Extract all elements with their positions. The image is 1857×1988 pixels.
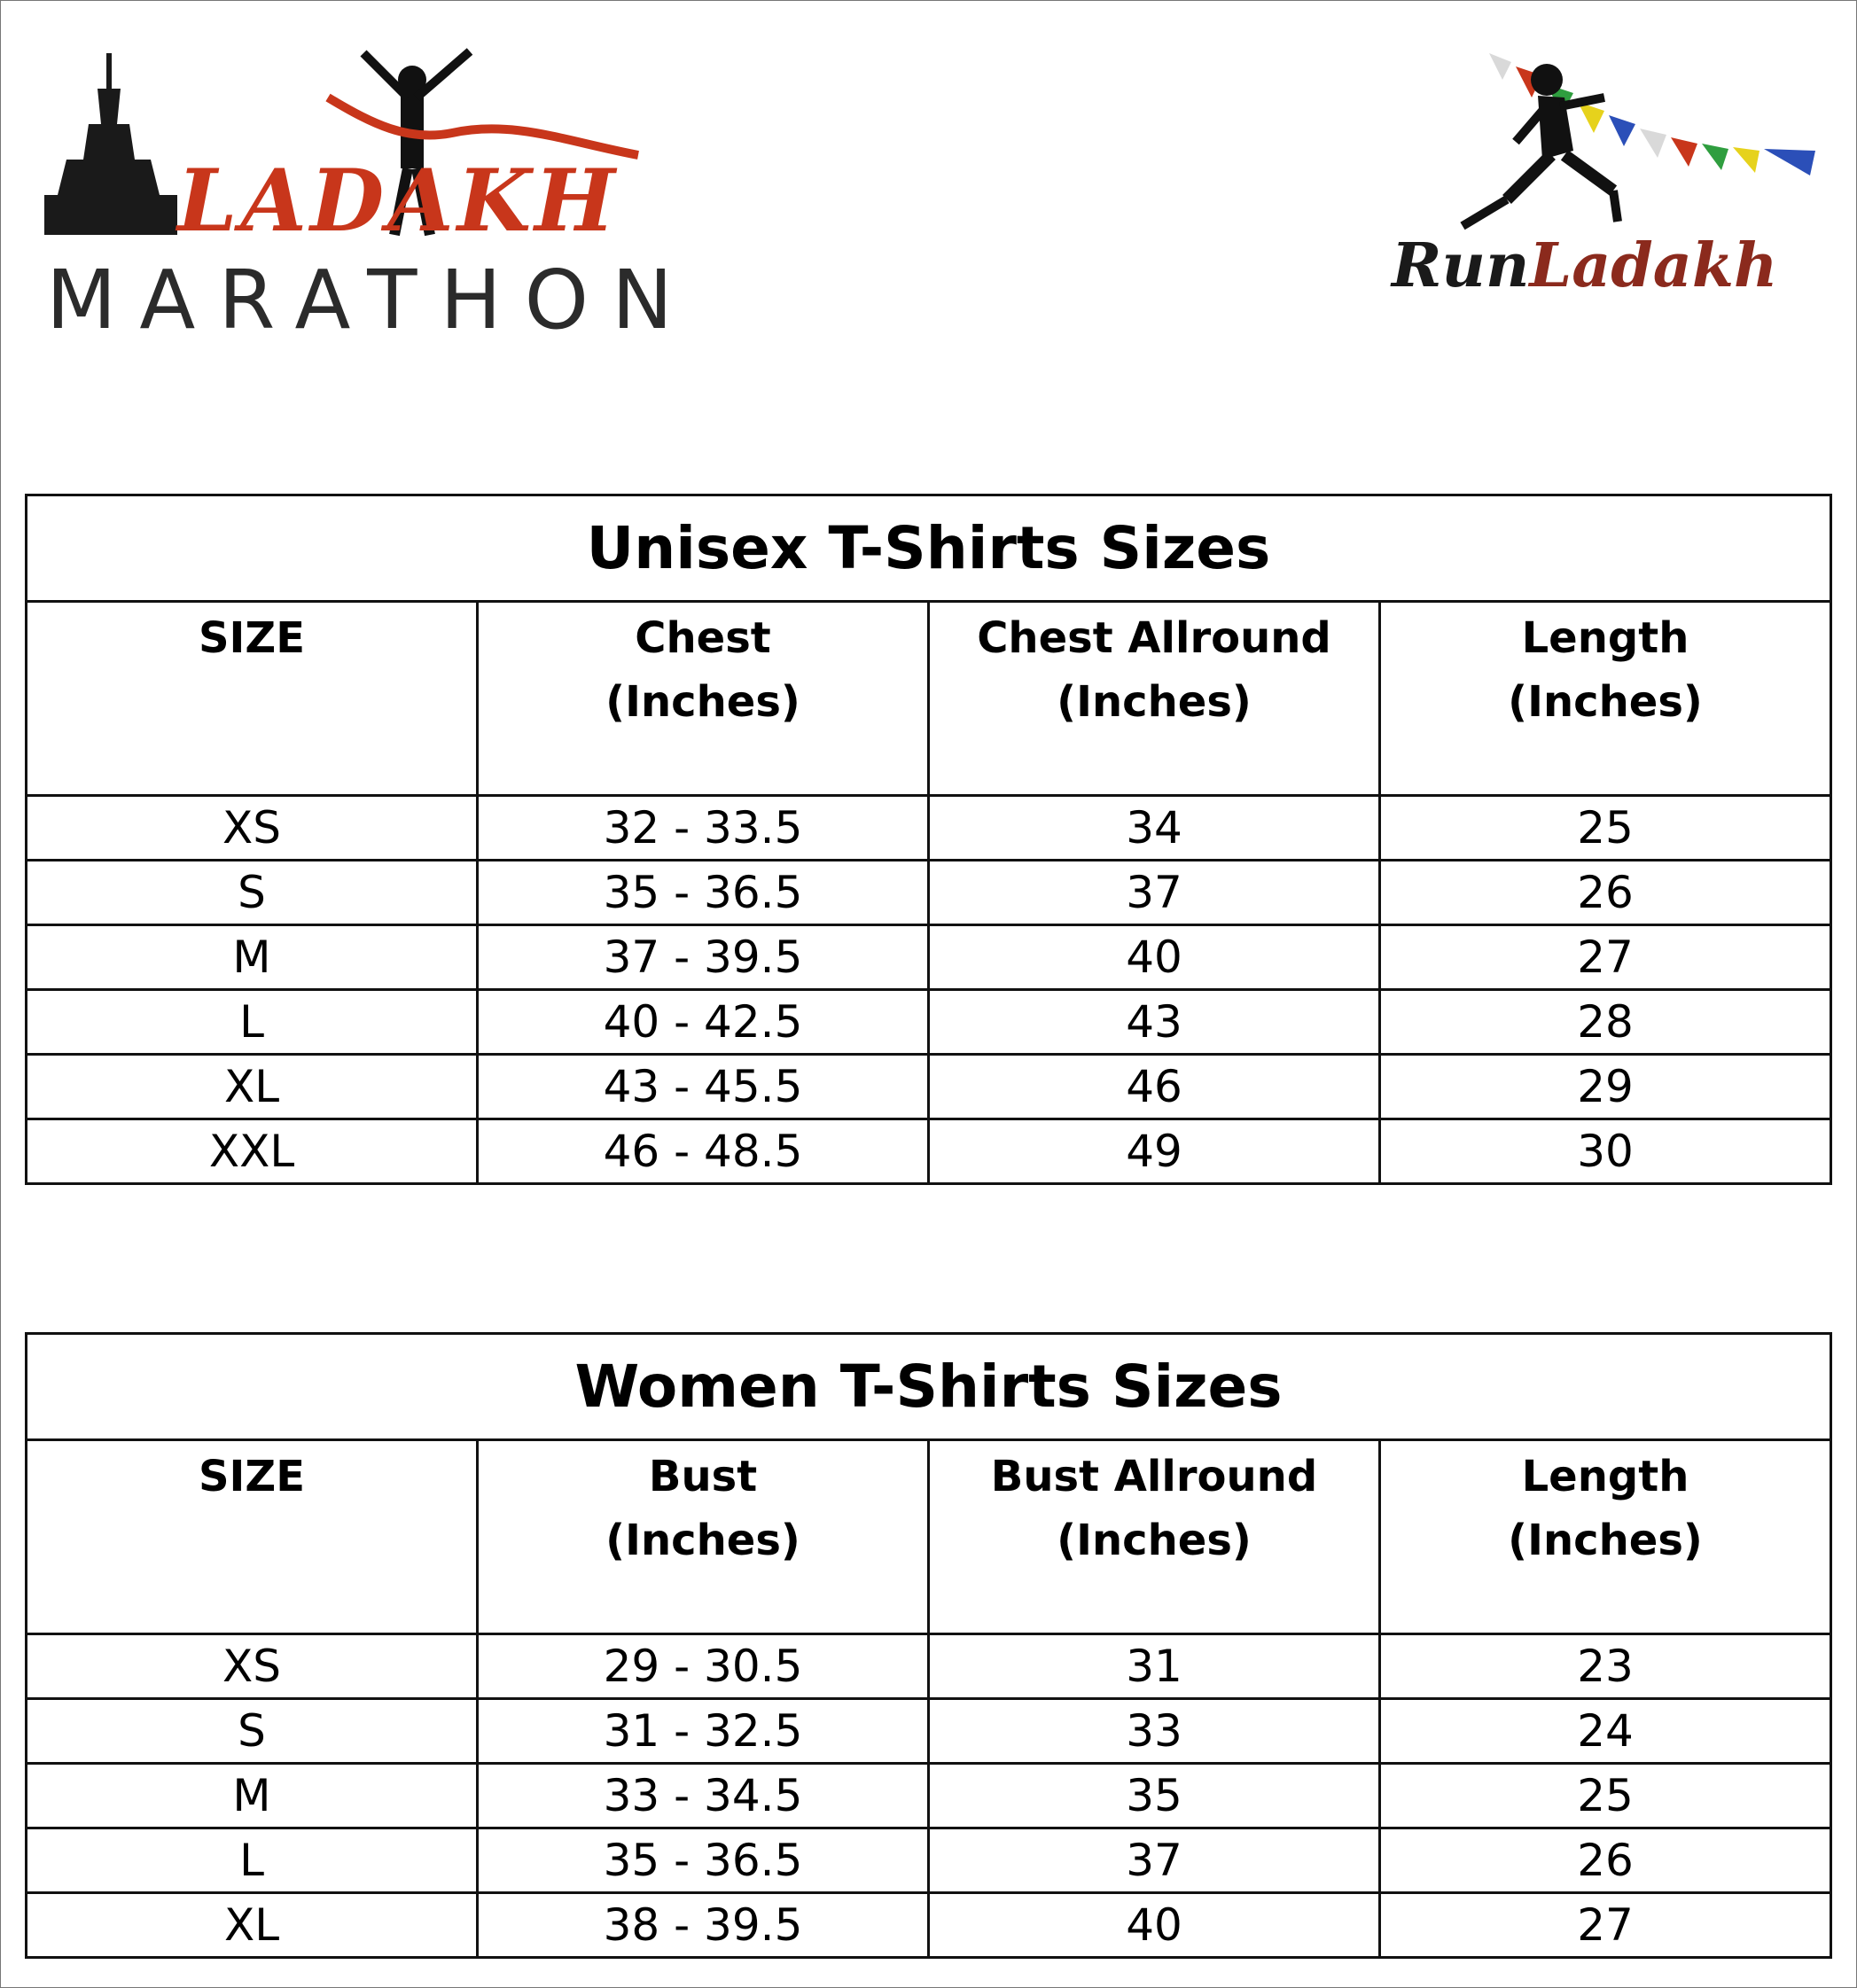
column-header-label: Chest Allround xyxy=(977,613,1331,663)
length-cell: 23 xyxy=(1380,1634,1831,1699)
chest-cell: 46 - 48.5 xyxy=(478,1119,929,1184)
size-cell: XXL xyxy=(27,1119,478,1184)
length-cell: 25 xyxy=(1380,796,1831,861)
length-cell: 26 xyxy=(1380,1828,1831,1893)
column-header-unit: (Inches) xyxy=(605,1516,800,1565)
chest-allround-cell: 37 xyxy=(929,861,1380,925)
bust-cell: 29 - 30.5 xyxy=(478,1634,929,1699)
table-row xyxy=(27,990,1831,1055)
column-header-label: SIZE xyxy=(198,613,306,663)
column-header-label: Length xyxy=(1521,1452,1689,1501)
size-cell: XL xyxy=(27,1055,478,1119)
ladakh-marathon-logo xyxy=(35,44,696,347)
size-cell: M xyxy=(27,1764,478,1828)
length-cell: 28 xyxy=(1380,990,1831,1055)
table-title-row xyxy=(27,495,1831,602)
size-cell: XL xyxy=(27,1893,478,1958)
bust-allround-cell: 33 xyxy=(929,1699,1380,1764)
column-header-length xyxy=(1380,1440,1831,1634)
chest-cell: 37 - 39.5 xyxy=(478,925,929,990)
chest-cell: 40 - 42.5 xyxy=(478,990,929,1055)
chest-cell: 43 - 45.5 xyxy=(478,1055,929,1119)
column-header-bust xyxy=(478,1440,929,1634)
ladakh-logo-word: LADAKH xyxy=(177,151,619,251)
column-header-size xyxy=(27,602,478,796)
size-cell: XS xyxy=(27,1634,478,1699)
chest-allround-cell: 43 xyxy=(929,990,1380,1055)
bust-allround-cell: 37 xyxy=(929,1828,1380,1893)
column-header-unit: (Inches) xyxy=(1508,677,1703,727)
length-cell: 30 xyxy=(1380,1119,1831,1184)
bust-allround-cell: 31 xyxy=(929,1634,1380,1699)
column-header-unit: (Inches) xyxy=(1508,1516,1703,1565)
length-cell: 26 xyxy=(1380,861,1831,925)
chest-cell: 32 - 33.5 xyxy=(478,796,929,861)
marathon-logo-subtitle: MARATHON xyxy=(46,253,696,347)
women-table-title: Women T-Shirts Sizes xyxy=(27,1334,1831,1440)
column-header-size xyxy=(27,1440,478,1634)
column-header-unit: (Inches) xyxy=(1057,1516,1252,1565)
table-row xyxy=(27,1634,1831,1699)
column-header-chest xyxy=(478,602,929,796)
length-cell: 24 xyxy=(1380,1699,1831,1764)
table-header-row xyxy=(27,602,1831,796)
bust-cell: 35 - 36.5 xyxy=(478,1828,929,1893)
size-cell: S xyxy=(27,861,478,925)
bust-allround-cell: 40 xyxy=(929,1893,1380,1958)
table-header-row xyxy=(27,1440,1831,1634)
chest-allround-cell: 46 xyxy=(929,1055,1380,1119)
column-header-label: SIZE xyxy=(198,1452,306,1501)
column-header-label: Chest xyxy=(635,613,771,663)
column-header-unit: (Inches) xyxy=(1057,677,1252,727)
chest-allround-cell: 40 xyxy=(929,925,1380,990)
column-header-label: Length xyxy=(1521,613,1689,663)
table-row xyxy=(27,1699,1831,1764)
run-ladakh-logo-word xyxy=(1392,230,1777,301)
size-cell: M xyxy=(27,925,478,990)
column-header-label: Bust xyxy=(648,1452,758,1501)
column-header-chest-allround xyxy=(929,602,1380,796)
length-cell: 25 xyxy=(1380,1764,1831,1828)
table-row xyxy=(27,1828,1831,1893)
column-header-length xyxy=(1380,602,1831,796)
size-cell: S xyxy=(27,1699,478,1764)
chest-allround-cell: 34 xyxy=(929,796,1380,861)
unisex-size-table xyxy=(25,494,1832,1185)
bust-cell: 38 - 39.5 xyxy=(478,1893,929,1958)
table-row xyxy=(27,1893,1831,1958)
run-ladakh-logo xyxy=(1392,35,1826,319)
table-row xyxy=(27,796,1831,861)
ladakh-logo-part: Ladakh xyxy=(1529,230,1778,301)
chest-allround-cell: 49 xyxy=(929,1119,1380,1184)
women-size-table xyxy=(25,1332,1832,1959)
column-header-bust-allround xyxy=(929,1440,1380,1634)
table-row xyxy=(27,1764,1831,1828)
bust-cell: 31 - 32.5 xyxy=(478,1699,929,1764)
column-header-unit: (Inches) xyxy=(605,677,800,727)
length-cell: 27 xyxy=(1380,925,1831,990)
column-header-label: Bust Allround xyxy=(990,1452,1318,1501)
length-cell: 29 xyxy=(1380,1055,1831,1119)
bust-allround-cell: 35 xyxy=(929,1764,1380,1828)
unisex-table-title: Unisex T-Shirts Sizes xyxy=(27,495,1831,602)
table-row xyxy=(27,1055,1831,1119)
runner-prayer-flags-icon xyxy=(1392,35,1826,230)
table-row xyxy=(27,861,1831,925)
table-row xyxy=(27,925,1831,990)
length-cell: 27 xyxy=(1380,1893,1831,1958)
size-cell: L xyxy=(27,1828,478,1893)
run-logo-part: Run xyxy=(1392,230,1530,301)
size-cell: XS xyxy=(27,796,478,861)
table-title-row xyxy=(27,1334,1831,1440)
size-cell: L xyxy=(27,990,478,1055)
table-row xyxy=(27,1119,1831,1184)
bust-cell: 33 - 34.5 xyxy=(478,1764,929,1828)
chest-cell: 35 - 36.5 xyxy=(478,861,929,925)
